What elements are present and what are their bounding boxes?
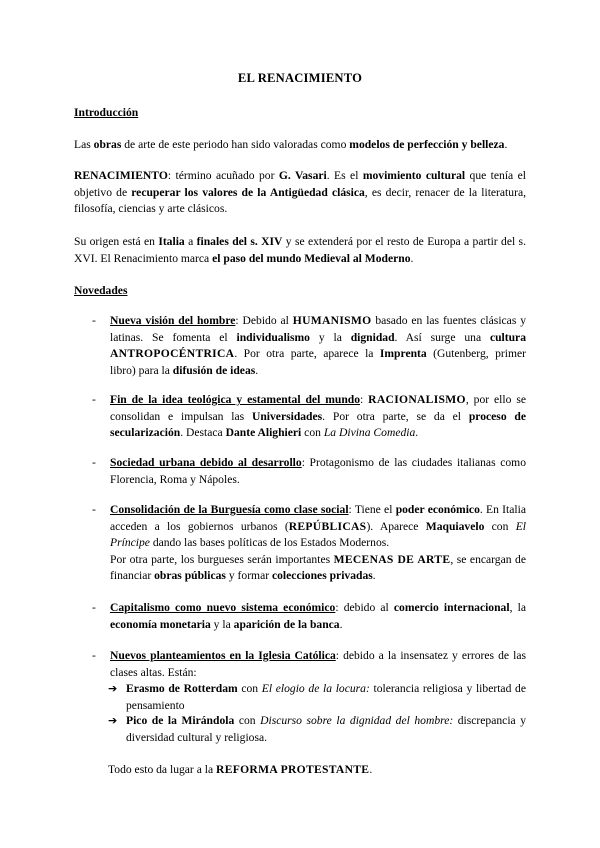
dash-bullet: - xyxy=(92,649,96,662)
arrow-bullet-icon: ➔ xyxy=(108,682,118,695)
dash-bullet: - xyxy=(92,456,96,469)
sub-list-item: ➔ Erasmo de Rotterdam con El elogio de la locura: tolerancia religiosa y libertad de pensamiento xyxy=(108,682,526,712)
list-item: - Consolidación de la Burguesía como clase social: Tiene el poder económico. En Italia acceden a los gobiernos urbanos (REPÚBLICAS). Aparece Maquiavelo con El Príncipe dando las bases políticas de los Estados Modernos. Por otra parte, los burgueses serán importantes MECENAS DE ARTE, se encargan de financiar obras públicas y formar colecciones privadas. xyxy=(92,503,526,582)
paragraph-obras: Las obras de arte de este periodo han sido valoradas como modelos de perfección y belleza. xyxy=(74,138,508,151)
dash-bullet: - xyxy=(92,314,96,327)
paragraph-renacimiento: RENACIMIENTO: término acuñado por G. Vasari. Es el movimiento cultural que tenía el objetivo de recuperar los valores de la Antigüedad clásica, es decir, renacer de la literatura, filosofía, ciencias y arte clásicos. xyxy=(74,169,526,215)
list-item: - Capitalismo como nuevo sistema económico: debido al comercio internacional, la economía monetaria y la aparición de la banca. xyxy=(92,601,526,631)
novedades-heading: Novedades xyxy=(74,284,128,297)
arrow-bullet-icon: ➔ xyxy=(108,714,118,727)
sub-list-item: ➔ Pico de la Mirándola con Discurso sobre la dignidad del hombre: discrepancia y diversidad cultural y religiosa. xyxy=(108,714,527,744)
page-title: EL RENACIMIENTO xyxy=(237,71,363,85)
dash-bullet: - xyxy=(92,503,96,516)
list-item: - Fin de la idea teológica y estamental del mundo: RACIONALISMO, por ello se consolidan e impulsan las Universidades. Por otra parte, se da el proceso de secularización. Destaca Dante Alighieri con La Divina Comedia. xyxy=(92,393,527,439)
dash-bullet: - xyxy=(92,601,96,614)
list-item: - Sociedad urbana debido al desarrollo: Protagonismo de las ciudades italianas como Florencia, Roma y Nápoles. xyxy=(92,456,526,486)
list-item: - Nuevos planteamientos en la Iglesia Católica: debido a la insensatez y errores de las clases altas. Están: xyxy=(92,649,527,679)
intro-heading: Introducción xyxy=(74,106,139,119)
closing-sentence: Todo esto da lugar a la REFORMA PROTESTANTE. xyxy=(108,763,373,776)
paragraph-origen: Su origen está en Italia a finales del s. XIV y se extenderá por el resto de Europa a partir del s. XVI. El Renacimiento marca el paso del mundo Medieval al Moderno. xyxy=(74,235,526,265)
dash-bullet: - xyxy=(92,393,96,406)
list-item: - Nueva visión del hombre: Debido al HUMANISMO basado en las fuentes clásicas y latinas. Se fomenta el individualismo y la dignidad. Así surge una cultura ANTROPOCÉNTRICA. Por otra parte, aparece la Imprenta (Gutenberg, primer libro) para la difusión de ideas. xyxy=(92,314,527,377)
